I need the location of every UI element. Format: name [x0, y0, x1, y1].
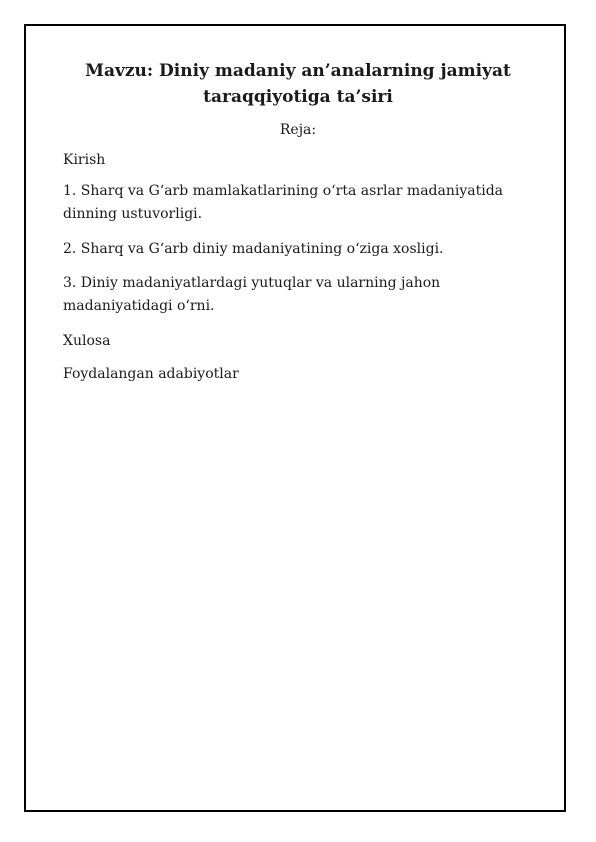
- plan-item-references: Foydalangan adabiyotlar: [63, 366, 239, 382]
- plan-item-introduction: Kirish: [63, 152, 106, 168]
- plan-item-1: 1. Sharq va G‘arb mamlakatlarining o‘rta asrlar madaniyatida dinning ustuvorligi.: [63, 183, 504, 222]
- plan-item-3: 3. Diniy madaniyatlardagi yutuqlar va ularning jahon madaniyatidagi o‘rni.: [63, 275, 441, 314]
- plan-item-2: 2. Sharq va G‘arb diniy madaniyatining o‘ziga xosligi.: [63, 241, 444, 257]
- plan-heading: Reja:: [279, 122, 317, 138]
- plan-item-conclusion: Xulosa: [63, 333, 111, 349]
- page-border: [24, 24, 566, 812]
- document-title: Mavzu: Diniy madaniy an’analarning jamiyat taraqqiyotiga ta’siri: [85, 61, 511, 107]
